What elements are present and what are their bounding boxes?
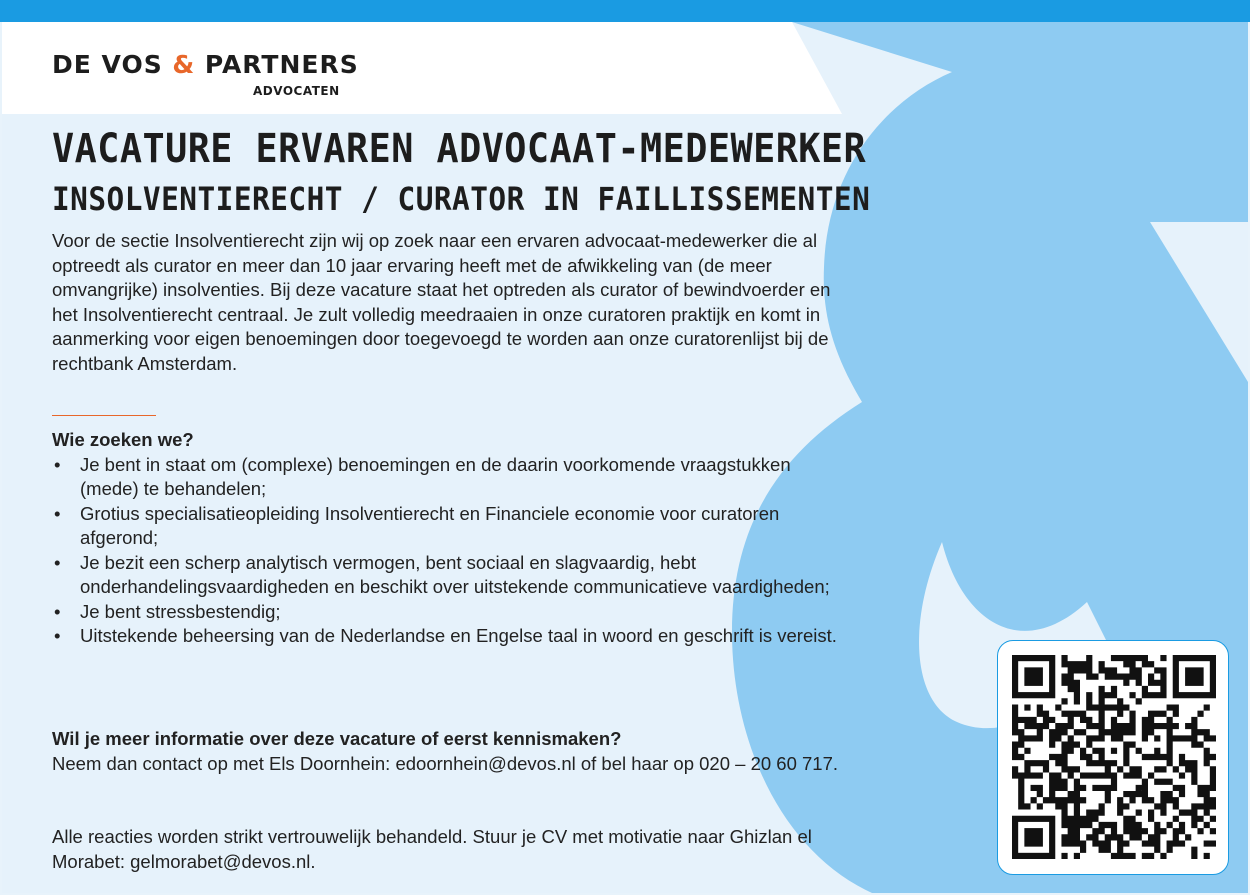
intro-paragraph: Voor de sectie Insolventierecht zijn wij op zoek naar een ervaren advocaat-medewerker die al optreedt als curator en meer dan 10 jaar ervaring heeft met de afwikkeling van (de meer omvangrijke) insolventies. Bij deze vacature staat het optreden als curator of bewindvoerder en het Insolventierecht centraal. Je zult volledig meedraaien in onze curatoren praktijk en komt in aanmerking voor eigen benoemingen door toegevoegd te worden aan onze curatorenlijst bij de rechtbank Amsterdam.: [52, 230, 831, 374]
contact-heading: Wil je meer informatie over deze vacature of eerst kennismaken?: [52, 728, 622, 749]
page-title: VACATURE ERVAREN ADVOCAAT-MEDEWERKER: [52, 126, 867, 172]
top-bar: [0, 0, 1250, 22]
qr-code-icon[interactable]: [1012, 655, 1216, 859]
logo-text-second: PARTNERS: [195, 50, 359, 79]
list-item: • Je bent stressbestendig;: [52, 600, 842, 625]
vacancy-ad: [2, 22, 1248, 893]
contact-text: Neem dan contact op met Els Doornhein: edoornhein@devos.nl of bel haar op 020 – 20 60 717.: [52, 752, 839, 774]
logo-ampersand: &: [172, 50, 196, 79]
contact-section: [52, 727, 842, 776]
list-item: • Uitstekende beheersing van de Nederlandse en Engelse taal in woord en geschrift is vereist.: [52, 624, 842, 649]
logo-subtitle: ADVOCATEN: [253, 84, 340, 98]
qr-code-card[interactable]: [997, 640, 1229, 875]
closing-paragraph: Alle reacties worden strikt vertrouwelijk behandeld. Stuur je CV met motivatie naar Ghizlan el Morabet: gelmorabet@devos.nl.: [52, 826, 812, 872]
list-item: • Je bent in staat om (complexe) benoemingen en de daarin voorkomende vraagstukken (mede) te behandelen;: [52, 453, 842, 502]
requirements-section: [52, 428, 842, 649]
company-logo: [52, 50, 359, 98]
requirements-list: [52, 453, 842, 649]
section-divider: [52, 415, 156, 416]
list-item: • Je bezit een scherp analytisch vermogen, bent sociaal en slagvaardig, hebt onderhandelingsvaardigheden en beschikt over uitstekende communicatieve vaardigheden;: [52, 551, 842, 600]
page-subtitle: INSOLVENTIERECHT / CURATOR IN FAILLISSEMENTEN: [52, 180, 871, 218]
list-item: • Grotius specialisatieopleiding Insolventierecht en Financiele economie voor curatoren afgerond;: [52, 502, 842, 551]
logo-text-first: DE VOS: [52, 50, 173, 79]
requirements-heading: Wie zoeken we?: [52, 429, 194, 450]
